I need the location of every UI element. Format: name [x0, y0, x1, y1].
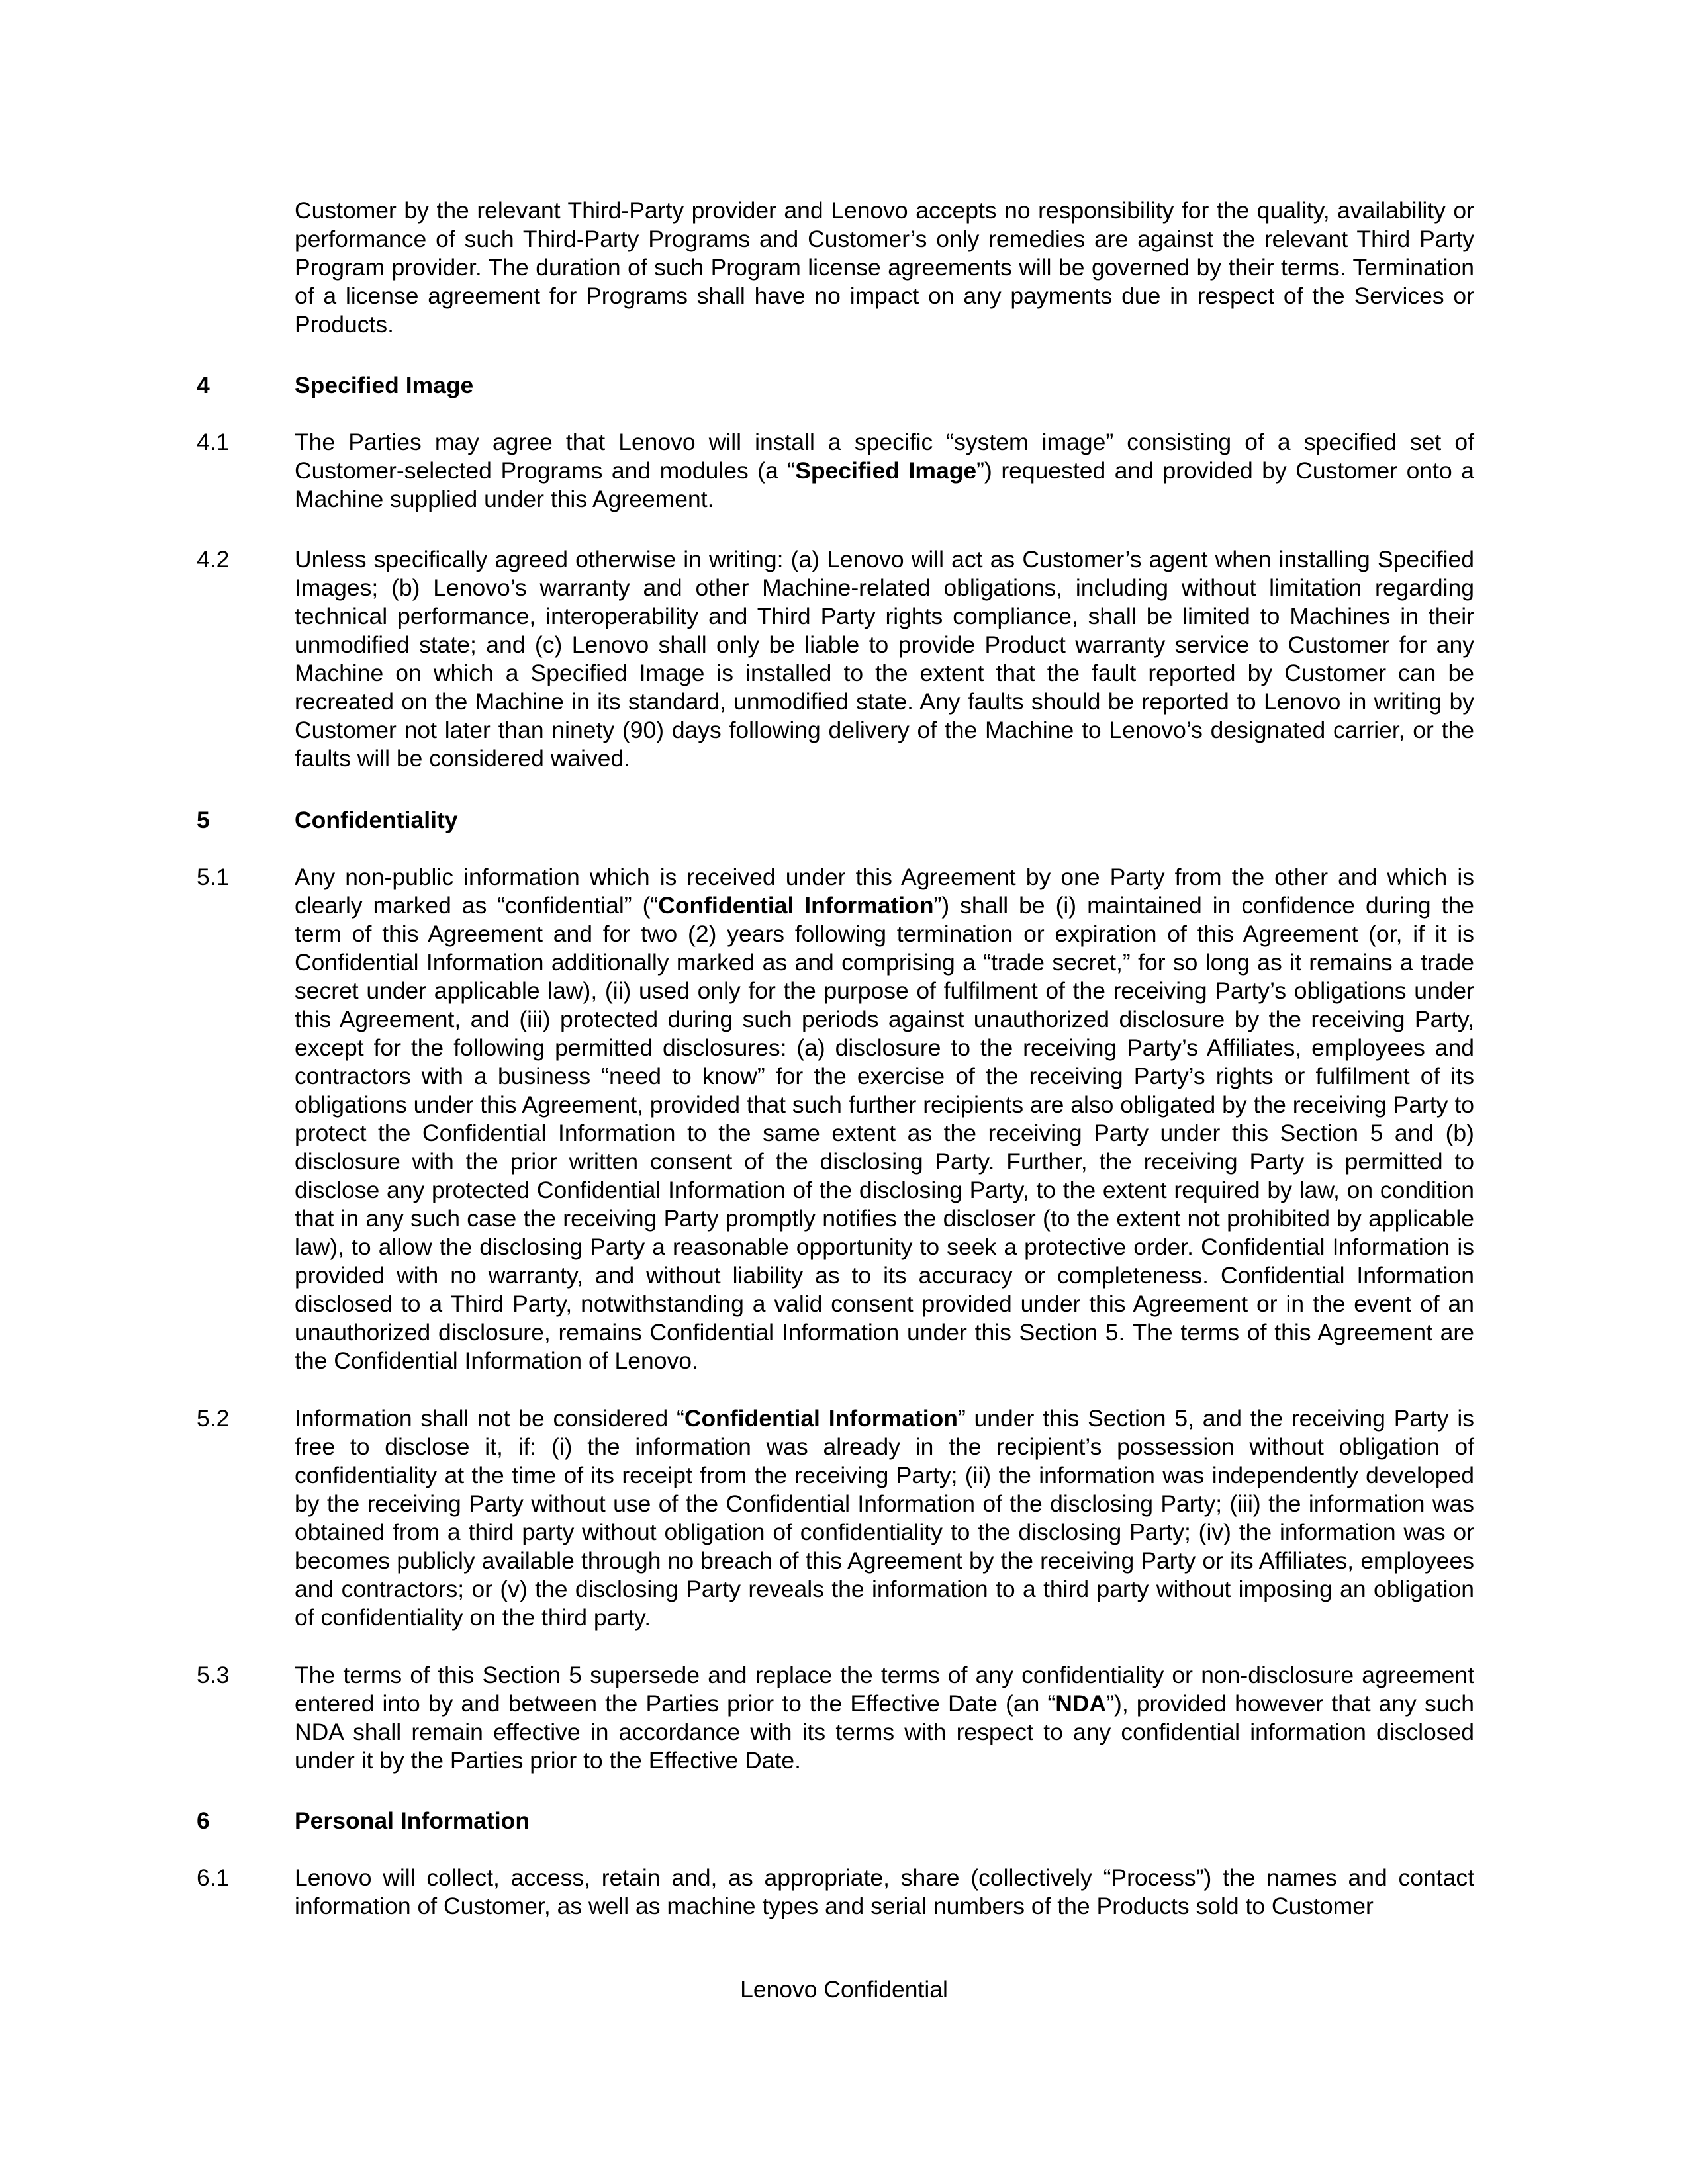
clause-4-2-text: Unless specifically agreed otherwise in writing: (a) Lenovo will act as Customer’s agent when installing Specified Images; (b) Lenovo’s warranty and other Machine-related obligations, including without limitation regarding technical performance, interoperability and Third Party rights compliance, shall be limited to Machines in their unmodified state; and (c) Lenovo shall only be liable to provide Product warranty service to Customer for any Machine on which a Specified Image is installed to the extent that the fault reported by Customer can be recreated on the Machine in its standard, unmodified state. Any faults should be reported to Lenovo in writing by Customer not later than ninety (90) days following delivery of the Machine to Lenovo’s designated carrier, or the faults will be considered waived.	[295, 546, 1474, 772]
section-5-title: Confidentiality	[295, 807, 458, 833]
clause-5-2-number: 5.2	[197, 1405, 230, 1432]
section-6-title: Personal Information	[295, 1807, 530, 1834]
intro-paragraph: Customer by the relevant Third-Party provider and Lenovo accepts no responsibility for the quality, availability or performance of such Third-Party Programs and Customer’s only remedies are against the relevant Third Party Program provider. The duration of such Program license agreements will be governed by their terms. Termination of a license agreement for Programs shall have no impact on any payments due in respect of the Services or Products.	[295, 197, 1474, 338]
page-footer: Lenovo Confidential	[740, 1976, 948, 2003]
defined-term: Confidential Information	[684, 1405, 958, 1432]
defined-term: Specified Image	[795, 457, 977, 484]
clause-6-1-number: 6.1	[197, 1864, 230, 1891]
section-5-number: 5	[197, 807, 210, 833]
clause-5-2-text: Information shall not be considered “Confidential Information” under this Section 5, and the receiving Party is free to disclose it, if: (i) the information was already in the recipient’s possession without obligation of confidentiality at the time of its receipt from the receiving Party; (ii) the information was independently developed by the receiving Party without use of the Confidential Information of the disclosing Party; (iii) the information was obtained from a third party without obligation of confidentiality to the disclosing Party; (iv) the information was or becomes publicly available through no breach of this Agreement by the receiving Party or its Affiliates, employees and contractors; or (v) the disclosing Party reveals the information to a third party without imposing an obligation of confidentiality on the third party.	[295, 1405, 1474, 1631]
defined-term: Confidential Information	[658, 892, 934, 919]
clause-5-1-number: 5.1	[197, 864, 230, 890]
clause-5-1-text: Any non-public information which is received under this Agreement by one Party from the other and which is clearly marked as “confidential” (“Confidential Information”) shall be (i) maintained in confidence during the term of this Agreement and for two (2) years following termination or expiration of this Agreement (or, if it is Confidential Information additionally marked as and comprising a “trade secret,” for so long as it remains a trade secret under applicable law), (ii) used only for the purpose of fulfilment of the receiving Party’s obligations under this Agreement, and (iii) protected during such periods against unauthorized disclosure by the receiving Party, except for the following permitted disclosures: (a) disclosure to the receiving Party’s Affiliates, employees and contractors with a business “need to know” for the exercise of the receiving Party’s rights or fulfilment of its obligations under this Agreement, provided that such further recipients are also obligated by the receiving Party to protect the Confidential Information to the same extent as the receiving Party under this Section 5 and (b) disclosure with the prior written consent of the disclosing Party. Further, the receiving Party is permitted to disclose any protected Confidential Information of the disclosing Party, to the extent required by law, on condition that in any such case the receiving Party promptly notifies the discloser (to the extent not prohibited by applicable law), to allow the disclosing Party a reasonable opportunity to seek a protective order. Confidential Information is provided with no warranty, and without liability as to its accuracy or completeness. Confidential Information disclosed to a Third Party, notwithstanding a valid consent provided under this Agreement or in the event of an unauthorized disclosure, remains Confidential Information under this Section 5. The terms of this Agreement are the Confidential Information of Lenovo.	[295, 864, 1474, 1374]
section-4-number: 4	[197, 372, 210, 398]
clause-4-2-number: 4.2	[197, 546, 230, 572]
section-4-title: Specified Image	[295, 372, 474, 398]
section-6-number: 6	[197, 1807, 210, 1834]
clause-6-1-text: Lenovo will collect, access, retain and, as appropriate, share (collectively “Process”) the names and contact information of Customer, as well as machine types and serial numbers of the Products sold to Customer	[295, 1864, 1474, 1919]
clause-4-1-text: The Parties may agree that Lenovo will install a specific “system image” consisting of a specified set of Customer-selected Programs and modules (a “Specified Image”) requested and provided by Customer onto a Machine supplied under this Agreement.	[295, 429, 1474, 512]
clause-5-3-number: 5.3	[197, 1662, 230, 1688]
clause-4-1-number: 4.1	[197, 429, 230, 455]
clause-5-3-text: The terms of this Section 5 supersede and replace the terms of any confidentiality or non-disclosure agreement entered into by and between the Parties prior to the Effective Date (an “NDA”), provided however that any such NDA shall remain effective in accordance with its terms with respect to any confidential information disclosed under it by the Parties prior to the Effective Date.	[295, 1662, 1474, 1774]
defined-term: NDA	[1055, 1690, 1107, 1717]
